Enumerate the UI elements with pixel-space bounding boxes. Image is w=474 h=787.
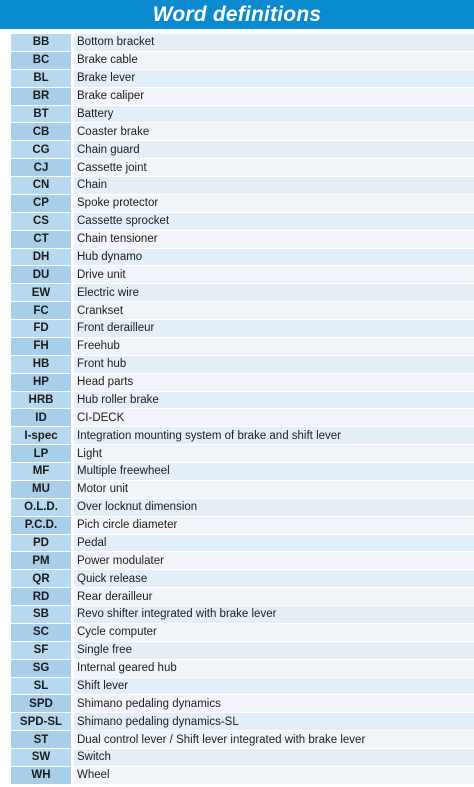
abbreviation-cell: SC (11, 624, 71, 642)
definition-cell: Chain (74, 177, 474, 195)
definitions-table (11, 34, 474, 785)
table-row (11, 767, 474, 785)
abbreviation-cell: BR (11, 88, 71, 106)
table-row (11, 356, 474, 374)
definition-cell: Integration mounting system of brake and shift lever (74, 427, 474, 445)
abbreviation-cell: MF (11, 463, 71, 481)
definition-cell: Pedal (74, 535, 474, 553)
table-row (11, 731, 474, 749)
abbreviation-cell: PD (11, 535, 71, 553)
definition-cell: Pich circle diameter (74, 517, 474, 535)
table-row (11, 231, 474, 249)
table-row (11, 141, 474, 159)
abbreviation-cell: DU (11, 266, 71, 284)
table-row (11, 660, 474, 678)
abbreviation-cell: ST (11, 731, 71, 749)
abbreviation-cell: I-spec (11, 427, 71, 445)
definition-cell: Motor unit (74, 481, 474, 499)
table-row (11, 749, 474, 767)
abbreviation-cell: CN (11, 177, 71, 195)
abbreviation-cell: CT (11, 231, 71, 249)
table-row (11, 445, 474, 463)
definition-cell: Power modulater (74, 552, 474, 570)
definition-cell: Brake lever (74, 70, 474, 88)
definition-cell: Cycle computer (74, 624, 474, 642)
table-row (11, 52, 474, 70)
table-row (11, 195, 474, 213)
definition-cell: Cassette sprocket (74, 213, 474, 231)
definition-cell: Electric wire (74, 284, 474, 302)
abbreviation-cell: BT (11, 106, 71, 124)
abbreviation-cell: SPD-SL (11, 713, 71, 731)
abbreviation-cell: ID (11, 409, 71, 427)
abbreviation-cell: HRB (11, 392, 71, 410)
abbreviation-cell: CG (11, 141, 71, 159)
definition-cell: Shimano pedaling dynamics (74, 695, 474, 713)
abbreviation-cell: BB (11, 34, 71, 52)
table-row (11, 713, 474, 731)
table-row (11, 427, 474, 445)
abbreviation-cell: RD (11, 588, 71, 606)
table-row (11, 570, 474, 588)
table-row (11, 302, 474, 320)
table-row (11, 463, 474, 481)
table-row (11, 266, 474, 284)
definition-cell: Front hub (74, 356, 474, 374)
definition-cell: Chain tensioner (74, 231, 474, 249)
definition-cell: Quick release (74, 570, 474, 588)
definition-cell: Drive unit (74, 266, 474, 284)
definition-cell: Shift lever (74, 678, 474, 696)
abbreviation-cell: BC (11, 52, 71, 70)
definition-cell: Freehub (74, 338, 474, 356)
header-banner (0, 0, 474, 29)
definition-cell: Coaster brake (74, 123, 474, 141)
abbreviation-cell: SPD (11, 695, 71, 713)
definition-cell: Rear derailleur (74, 588, 474, 606)
definition-cell: CI-DECK (74, 409, 474, 427)
abbreviation-cell: EW (11, 284, 71, 302)
definition-cell: Head parts (74, 374, 474, 392)
abbreviation-cell: FC (11, 302, 71, 320)
table-row (11, 409, 474, 427)
abbreviation-cell: SG (11, 660, 71, 678)
definition-cell: Revo shifter integrated with brake lever (74, 606, 474, 624)
abbreviation-cell: SF (11, 642, 71, 660)
table-row (11, 678, 474, 696)
definition-cell: Shimano pedaling dynamics-SL (74, 713, 474, 731)
table-row (11, 34, 474, 52)
abbreviation-cell: DH (11, 249, 71, 267)
definition-cell: Bottom bracket (74, 34, 474, 52)
table-row (11, 481, 474, 499)
table-row (11, 338, 474, 356)
table-row (11, 624, 474, 642)
table-row (11, 320, 474, 338)
abbreviation-cell: SW (11, 749, 71, 767)
table-row (11, 392, 474, 410)
abbreviation-cell: CJ (11, 159, 71, 177)
definition-cell: Single free (74, 642, 474, 660)
table-row (11, 159, 474, 177)
definition-cell: Spoke protector (74, 195, 474, 213)
table-row (11, 106, 474, 124)
definition-cell: Brake caliper (74, 88, 474, 106)
definition-cell: Battery (74, 106, 474, 124)
abbreviation-cell: P.C.D. (11, 517, 71, 535)
table-row (11, 552, 474, 570)
definition-cell: Crankset (74, 302, 474, 320)
abbreviation-cell: FD (11, 320, 71, 338)
definition-cell: Chain guard (74, 141, 474, 159)
definition-cell: Over locknut dimension (74, 499, 474, 517)
page-title: Word definitions (152, 2, 322, 26)
definition-cell: Hub dynamo (74, 249, 474, 267)
abbreviation-cell: QR (11, 570, 71, 588)
abbreviation-cell: SB (11, 606, 71, 624)
definition-cell: Light (74, 445, 474, 463)
abbreviation-cell: CP (11, 195, 71, 213)
definition-cell: Switch (74, 749, 474, 767)
table-row (11, 588, 474, 606)
abbreviation-cell: BL (11, 70, 71, 88)
table-row (11, 606, 474, 624)
definition-cell: Front derailleur (74, 320, 474, 338)
abbreviation-cell: FH (11, 338, 71, 356)
abbreviation-cell: PM (11, 552, 71, 570)
definition-cell: Wheel (74, 767, 474, 785)
abbreviation-cell: CS (11, 213, 71, 231)
abbreviation-cell: MU (11, 481, 71, 499)
table-row (11, 535, 474, 553)
table-row (11, 517, 474, 535)
table-row (11, 213, 474, 231)
table-row (11, 499, 474, 517)
definition-cell: Multiple freewheel (74, 463, 474, 481)
table-row (11, 642, 474, 660)
table-row (11, 88, 474, 106)
abbreviation-cell: WH (11, 767, 71, 785)
table-row (11, 70, 474, 88)
definition-cell: Hub roller brake (74, 392, 474, 410)
abbreviation-cell: LP (11, 445, 71, 463)
table-row (11, 123, 474, 141)
table-row (11, 374, 474, 392)
table-row (11, 695, 474, 713)
definition-cell: Brake cable (74, 52, 474, 70)
abbreviation-cell: SL (11, 678, 71, 696)
abbreviation-cell: CB (11, 123, 71, 141)
table-row (11, 249, 474, 267)
abbreviation-cell: HB (11, 356, 71, 374)
table-row (11, 177, 474, 195)
definition-cell: Dual control lever / Shift lever integrated with brake lever (74, 731, 474, 749)
definition-cell: Cassette joint (74, 159, 474, 177)
abbreviation-cell: O.L.D. (11, 499, 71, 517)
abbreviation-cell: HP (11, 374, 71, 392)
table-row (11, 284, 474, 302)
definition-cell: Internal geared hub (74, 660, 474, 678)
